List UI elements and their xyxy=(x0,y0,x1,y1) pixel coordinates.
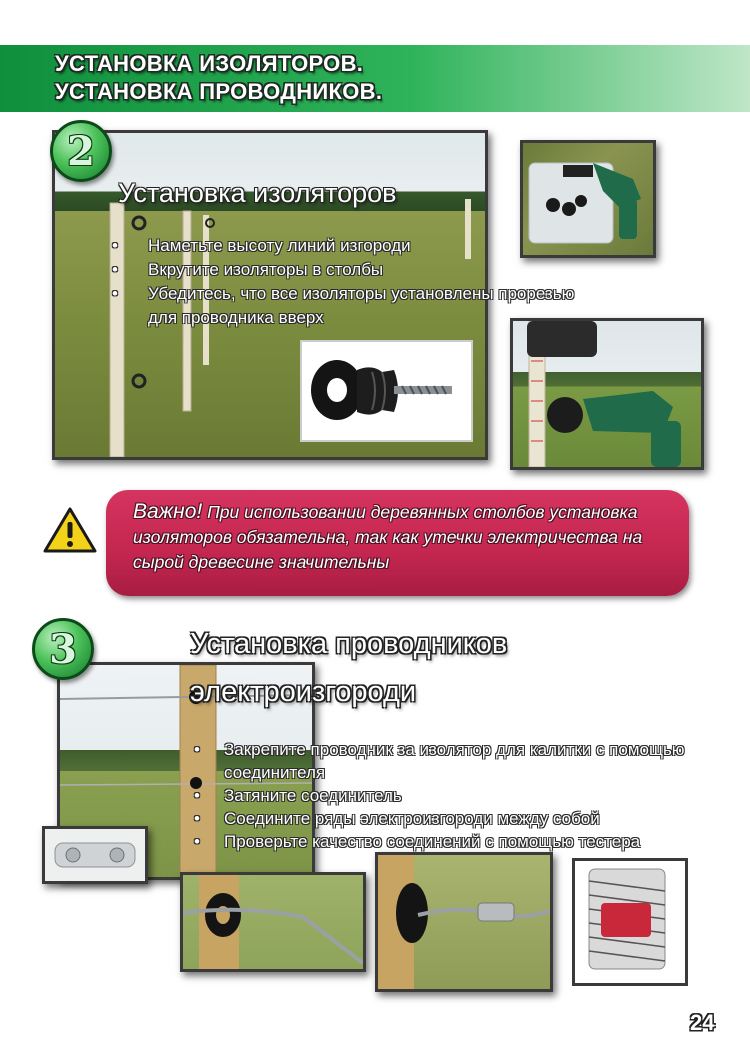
clamp-icon xyxy=(45,829,145,881)
step-3-badge: 3 xyxy=(32,618,94,680)
list-item: • Проверьте качество соединений с помощью тестера xyxy=(194,830,704,853)
list-item: • Соедините ряды электроизгороди между собой xyxy=(194,807,704,830)
insulator-closeup-photo xyxy=(300,340,473,442)
insulator-icon xyxy=(302,342,471,440)
list-item: • Вкрутите изоляторы в столбы xyxy=(112,258,588,282)
connector-joint-photo xyxy=(375,852,553,992)
spool-icon xyxy=(575,861,679,977)
warning-triangle-icon xyxy=(42,506,98,559)
insulator-wire-photo xyxy=(180,872,366,972)
step-2-list xyxy=(112,234,588,330)
step-2-badge: 2 xyxy=(50,120,112,182)
list-item: • Наметьте высоту линий изгороди xyxy=(112,234,588,258)
connector-clamp-photo xyxy=(42,826,148,884)
warning-text xyxy=(133,499,683,575)
step-3-title xyxy=(190,620,507,716)
step-3-title-line-1: Установка проводников xyxy=(190,628,508,660)
drill-icon xyxy=(523,143,653,255)
step-3-title-line-2: электроизгороди xyxy=(190,676,417,708)
list-item: • Убедитесь, что все изоляторы установлены прорезью для проводника вверх xyxy=(112,282,588,330)
warning-body: При использовании деревянных столбов установка изоляторов обязательна, так как утечки электричества на сырой древесине значительны xyxy=(133,502,643,572)
insulator-wire-icon xyxy=(183,875,363,969)
drill-on-post-icon xyxy=(513,321,701,467)
page-title xyxy=(55,50,382,106)
list-item: • Затяните соединитель xyxy=(194,784,704,807)
wire-spool-photo xyxy=(572,858,688,986)
step-3-list xyxy=(194,738,704,853)
list-item: • Закрепите проводник за изолятор для калитки с помощью соединителя xyxy=(194,738,704,784)
page-number: 24 xyxy=(690,1010,715,1035)
drilling-post-photo xyxy=(510,318,704,470)
drill-and-insulators-photo xyxy=(520,140,656,258)
connector-joint-icon xyxy=(378,855,550,989)
step-2-title: Установка изоляторов xyxy=(118,178,397,208)
title-line-1: УСТАНОВКА ИЗОЛЯТОРОВ. xyxy=(55,51,364,76)
title-line-2: УСТАНОВКА ПРОВОДНИКОВ. xyxy=(55,79,383,104)
warning-lead: Важно! xyxy=(133,500,203,523)
